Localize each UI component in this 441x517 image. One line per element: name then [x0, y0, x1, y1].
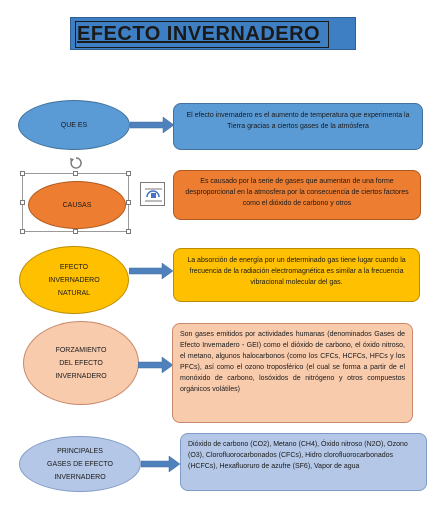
oval-label: INVERNADERO — [54, 473, 106, 481]
oval-label: PRINCIPALES — [57, 447, 103, 455]
box-efecto-natural[interactable] — [173, 248, 420, 302]
resize-handle[interactable] — [73, 171, 78, 176]
page-title: EFECTO INVERNADERO — [77, 23, 321, 45]
resize-handle[interactable] — [20, 229, 25, 234]
arrow-right-icon — [138, 357, 174, 373]
resize-handle[interactable] — [20, 171, 25, 176]
oval-que-es[interactable] — [18, 100, 130, 150]
arrow-right-icon — [130, 117, 175, 133]
box-text: El efecto invernadero es el aumento de temperatura que experimenta la Tierra gracias a ciertos gases de la atmósfera — [186, 112, 410, 130]
resize-handle[interactable] — [20, 200, 25, 205]
oval-causas[interactable] — [28, 181, 126, 229]
resize-handle[interactable] — [126, 200, 131, 205]
oval-label: INVERNADERO — [48, 276, 100, 284]
oval-label: CAUSAS — [62, 201, 92, 209]
resize-handle[interactable] — [126, 229, 131, 234]
oval-label: EFECTO — [59, 263, 89, 271]
title-banner[interactable] — [70, 17, 356, 50]
arrow-right-icon — [129, 263, 174, 279]
resize-handle[interactable] — [73, 229, 78, 234]
oval-label: DEL EFECTO — [59, 359, 103, 367]
arrow-right-icon — [141, 456, 181, 472]
box-que-es[interactable] — [173, 103, 423, 150]
box-text: Dióxido de carbono (CO2), Metano (CH4), Óxido nitroso (N2O), Ozono (O3), Clorofluorocarbonados (CFCs), Hidro clorofluorocarbonados (HCFCs), Hexafluoruro de azufre (SF6), Vapor de agua — [188, 441, 408, 470]
box-causas[interactable] — [173, 170, 421, 220]
layout-options-icon — [141, 183, 166, 207]
resize-handle[interactable] — [126, 171, 131, 176]
oval-forzamiento[interactable] — [23, 321, 139, 405]
oval-label: NATURAL — [57, 289, 91, 297]
oval-efecto-natural[interactable] — [19, 246, 129, 314]
box-text: La absorción de energía por un determinado gas tiene lugar cuando la frecuencia de la radiación electromagnética es similar a la frecuencia vibracional molecular del gas. — [187, 257, 406, 286]
rotate-handle-icon[interactable] — [68, 155, 84, 171]
box-text: Es causado por la serie de gases que aumentan de una forme desproporcional en la atmosfera por la consecuencia de ciertos factores como el dióxido de carbono y otros — [185, 178, 409, 207]
oval-label: INVERNADERO — [55, 372, 107, 380]
oval-principales-gases[interactable] — [19, 436, 141, 492]
layout-options-button[interactable] — [140, 182, 165, 206]
box-forzamiento[interactable] — [172, 323, 413, 423]
box-principales-gases[interactable] — [180, 433, 427, 491]
oval-label: QUE ES — [60, 121, 88, 129]
oval-label: FORZAMIENTO — [55, 346, 107, 354]
oval-label: GASES DE EFECTO — [47, 460, 113, 468]
box-text: Son gases emitidos por actividades humanas (denominados Gases de Efecto Invernadero - GEI) como el dióxido de carbono, el óxido nitroso, el metano, algunos halocarbonos (como los CFCs, HCFCs, HFCs y los PFCs), así como el ozono troposférico (el cual se forma a partir de el monóxido de carbono, losóxidos de nitrógeno y otros compuestos orgánicos volátiles) — [180, 331, 405, 393]
